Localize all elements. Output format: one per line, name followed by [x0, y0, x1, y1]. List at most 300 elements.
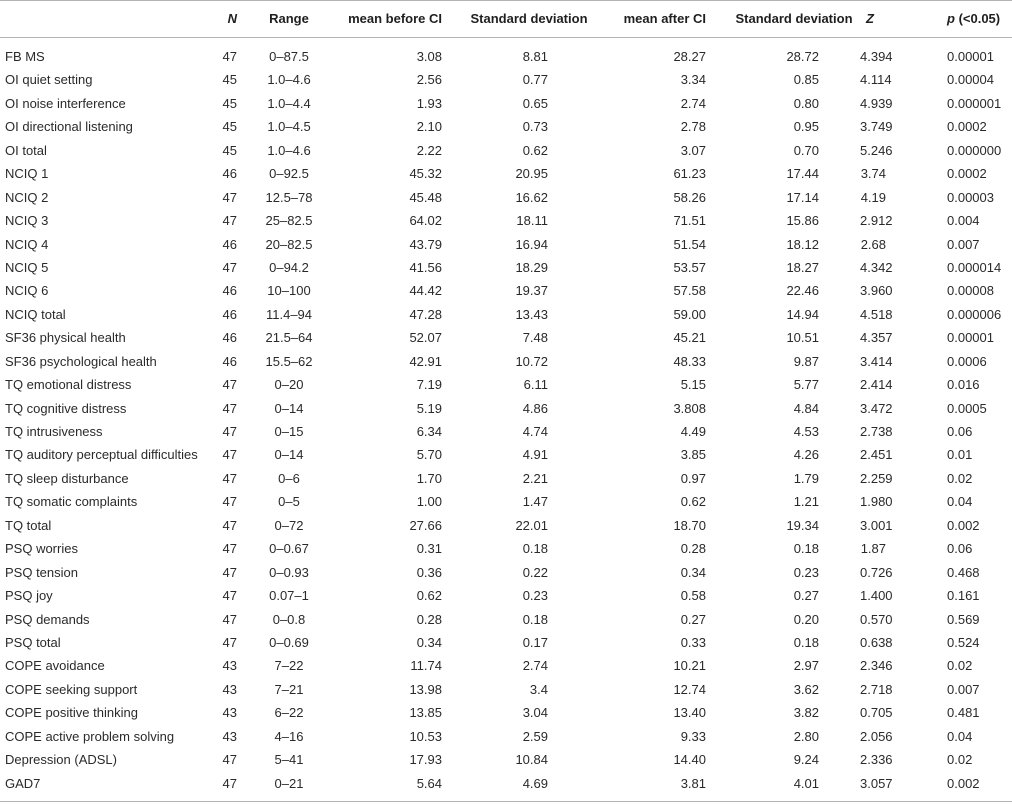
table-row [0, 514, 1012, 537]
mean-before-cell: 1.93 [416, 95, 442, 111]
z-cell: 2.68 [860, 236, 886, 252]
n-cell: 47 [222, 377, 237, 393]
table-row [0, 373, 1012, 396]
range-cell: 7–21 [274, 681, 304, 697]
p-cell: 0.00008 [947, 283, 994, 299]
range-cell: 0–21 [274, 775, 304, 791]
mean-before-cell: 13.98 [409, 681, 442, 697]
p-cell: 0.007 [947, 681, 980, 697]
n-cell: 43 [222, 658, 237, 674]
range-cell: 15.5–62 [265, 353, 313, 369]
sd-after-cell: 1.21 [793, 494, 819, 510]
table-row [0, 326, 1012, 349]
measure-cell: FB MS [5, 49, 45, 64]
sd-before-cell: 16.94 [515, 236, 548, 252]
z-cell: 4.518 [860, 306, 893, 322]
n-cell: 46 [222, 283, 237, 299]
sd-after-cell: 0.18 [793, 634, 819, 650]
table-row [0, 420, 1012, 443]
p-cell: 0.00001 [947, 49, 994, 64]
sd-before-cell: 19.37 [515, 283, 548, 299]
p-cell: 0.02 [947, 470, 973, 486]
p-cell: 0.00004 [947, 72, 994, 88]
sd-before-cell: 0.77 [522, 72, 548, 88]
mean-after-cell: 10.21 [673, 658, 706, 674]
mean-before-cell: 11.74 [410, 658, 442, 674]
sd-after-cell: 4.53 [793, 424, 819, 439]
header-z: Z [866, 11, 874, 26]
measure-cell: TQ cognitive distress [5, 400, 127, 416]
p-cell: 0.04 [947, 494, 973, 510]
range-cell: 1.0–4.6 [267, 142, 311, 158]
sd-after-cell: 19.34 [786, 517, 819, 533]
n-cell: 47 [222, 259, 237, 275]
sd-before-cell: 22.01 [515, 517, 548, 533]
z-cell: 0.726 [860, 564, 893, 580]
p-cell: 0.0005 [947, 400, 987, 416]
mean-after-cell: 2.74 [680, 95, 706, 111]
measure-cell: PSQ tension [5, 564, 78, 580]
mean-before-cell: 1.70 [416, 470, 442, 486]
n-cell: 47 [222, 564, 237, 580]
n-cell: 47 [222, 588, 237, 604]
header-sd-after: Standard deviation [735, 11, 853, 26]
sd-after-cell: 18.12 [786, 236, 819, 252]
range-cell: 4–16 [274, 728, 304, 744]
n-cell: 47 [222, 49, 237, 64]
sd-before-cell: 18.29 [515, 259, 548, 275]
sd-before-cell: 7.48 [522, 330, 548, 346]
n-cell: 46 [222, 236, 237, 252]
p-cell: 0.000014 [947, 259, 1002, 275]
mean-after-cell: 3.85 [680, 447, 706, 463]
measure-cell: SF36 psychological health [5, 353, 157, 369]
range-cell: 0–14 [274, 400, 304, 416]
sd-after-cell: 0.18 [793, 541, 819, 557]
sd-before-cell: 2.74 [522, 658, 548, 674]
range-cell: 0–15 [274, 424, 304, 439]
table-row [0, 701, 1012, 724]
range-cell: 1.0–4.6 [267, 72, 311, 88]
p-cell: 0.524 [947, 634, 980, 650]
range-cell: 25–82.5 [265, 213, 313, 229]
mean-after-cell: 0.33 [680, 634, 706, 650]
range-cell: 5–41 [274, 752, 304, 768]
p-cell: 0.016 [947, 377, 980, 393]
sd-after-cell: 3.82 [793, 705, 819, 721]
measure-cell: NCIQ 6 [5, 283, 49, 299]
mean-after-cell: 61.23 [673, 166, 706, 182]
range-cell: 0–0.67 [269, 541, 309, 557]
p-cell: 0.007 [947, 236, 980, 252]
sd-after-cell: 1.79 [793, 470, 819, 486]
range-cell: 11.4–94 [265, 306, 313, 322]
sd-before-cell: 13.43 [515, 306, 548, 322]
sd-after-cell: 2.97 [793, 658, 819, 674]
sd-before-cell: 4.69 [522, 775, 548, 791]
z-cell: 2.414 [860, 377, 893, 393]
range-cell: 1.0–4.4 [267, 95, 311, 111]
table-row [0, 608, 1012, 631]
table-row [0, 92, 1012, 115]
p-cell: 0.004 [947, 213, 980, 229]
range-cell: 0–72 [274, 517, 304, 533]
table-row [0, 631, 1012, 654]
table-row [0, 279, 1012, 302]
header-range: Range [269, 11, 309, 26]
z-cell: 4.357 [860, 330, 893, 346]
sd-before-cell: 0.18 [522, 611, 548, 627]
z-cell: 2.912 [860, 213, 893, 229]
range-cell: 0–5 [278, 494, 300, 510]
sd-before-cell: 2.21 [522, 470, 548, 486]
z-cell: 3.749 [860, 119, 893, 135]
measure-cell: GAD7 [5, 775, 41, 791]
mean-before-cell: 6.34 [416, 424, 442, 439]
sd-before-cell: 0.22 [522, 564, 548, 580]
measure-cell: SF36 physical health [5, 330, 126, 346]
mean-after-cell: 4.49 [680, 424, 706, 439]
p-cell: 0.000001 [947, 95, 1002, 111]
p-cell: 0.481 [947, 705, 980, 721]
measure-cell: PSQ demands [5, 611, 90, 627]
sd-before-cell: 0.23 [522, 588, 548, 604]
n-cell: 47 [222, 752, 237, 768]
measure-cell: NCIQ 5 [5, 259, 49, 275]
sd-after-cell: 17.44 [786, 166, 819, 182]
n-cell: 46 [222, 330, 237, 346]
mean-after-cell: 0.27 [680, 611, 706, 627]
z-cell: 4.19 [860, 189, 886, 205]
z-cell: 1.400 [860, 588, 893, 604]
mean-before-cell: 0.34 [416, 634, 442, 650]
table-row [0, 397, 1012, 420]
mean-before-cell: 27.66 [409, 517, 442, 533]
mean-before-cell: 64.02 [409, 213, 442, 229]
sd-before-cell: 10.84 [515, 752, 548, 768]
table-row [0, 162, 1012, 185]
z-cell: 3.74 [860, 166, 886, 182]
n-cell: 47 [222, 400, 237, 416]
z-cell: 4.114 [860, 72, 892, 88]
z-cell: 3.960 [860, 283, 893, 299]
n-cell: 46 [222, 306, 237, 322]
p-cell: 0.000000 [947, 142, 1002, 158]
z-cell: 4.342 [860, 259, 893, 275]
table-row [0, 772, 1012, 795]
mean-before-cell: 13.85 [409, 705, 442, 721]
z-cell: 5.246 [860, 142, 893, 158]
header-n: N [227, 11, 237, 26]
sd-after-cell: 2.80 [793, 728, 819, 744]
mean-before-cell: 44.42 [409, 283, 442, 299]
sd-after-cell: 28.72 [786, 49, 819, 64]
p-cell: 0.0002 [947, 166, 987, 182]
measure-cell: TQ auditory perceptual difficulties [5, 447, 198, 463]
z-cell: 4.939 [860, 95, 893, 111]
mean-after-cell: 48.33 [673, 353, 706, 369]
sd-before-cell: 16.62 [515, 189, 548, 205]
table-row [0, 678, 1012, 701]
sd-after-cell: 22.46 [786, 283, 819, 299]
sd-after-cell: 0.20 [793, 611, 819, 627]
sd-after-cell: 0.95 [793, 119, 819, 135]
sd-after-cell: 0.23 [793, 564, 819, 580]
z-cell: 2.056 [860, 728, 893, 744]
p-cell: 0.569 [947, 611, 980, 627]
header-measure [0, 1, 210, 37]
table-row [0, 45, 1012, 68]
measure-cell: PSQ joy [5, 588, 53, 604]
p-cell: 0.468 [947, 564, 980, 580]
p-cell: 0.06 [947, 541, 973, 557]
sd-before-cell: 4.74 [522, 424, 548, 439]
sd-before-cell: 1.47 [522, 494, 548, 510]
table-row [0, 256, 1012, 279]
table-row [0, 115, 1012, 138]
z-cell: 0.570 [860, 611, 893, 627]
sd-after-cell: 4.84 [793, 400, 819, 416]
measure-cell: NCIQ 1 [5, 166, 49, 182]
sd-before-cell: 4.91 [522, 447, 548, 463]
table-row [0, 303, 1012, 326]
n-cell: 47 [222, 775, 237, 791]
sd-after-cell: 4.01 [793, 775, 819, 791]
mean-before-cell: 1.00 [416, 494, 442, 510]
n-cell: 46 [222, 353, 237, 369]
p-cell: 0.00003 [947, 189, 994, 205]
measure-cell: TQ somatic complaints [5, 494, 138, 510]
sd-before-cell: 10.72 [515, 353, 548, 369]
n-cell: 43 [222, 681, 237, 697]
z-cell: 3.001 [860, 517, 893, 533]
mean-before-cell: 2.56 [416, 72, 442, 88]
p-cell: 0.01 [947, 447, 973, 463]
mean-before-cell: 2.22 [416, 142, 442, 158]
mean-after-cell: 45.21 [673, 330, 706, 346]
header-sd-before: Standard deviation [470, 11, 588, 26]
mean-after-cell: 28.27 [673, 49, 706, 64]
header-mean-before: mean before CI [348, 11, 442, 26]
table-row [0, 350, 1012, 373]
measure-cell: TQ sleep disturbance [5, 470, 129, 486]
p-cell: 0.06 [947, 424, 973, 439]
table-row [0, 68, 1012, 91]
p-cell: 0.02 [947, 752, 973, 768]
n-cell: 43 [222, 705, 237, 721]
sd-after-cell: 9.24 [793, 752, 819, 768]
range-cell: 12.5–78 [265, 189, 313, 205]
n-cell: 46 [222, 166, 237, 182]
mean-before-cell: 41.56 [409, 259, 442, 275]
n-cell: 47 [222, 494, 237, 510]
p-cell: 0.0006 [947, 353, 987, 369]
measure-cell: COPE positive thinking [5, 705, 138, 721]
mean-before-cell: 0.28 [416, 611, 442, 627]
measure-cell: NCIQ 4 [5, 236, 49, 252]
sd-after-cell: 17.14 [786, 189, 819, 205]
n-cell: 47 [222, 611, 237, 627]
mean-before-cell: 0.31 [416, 541, 442, 557]
mean-before-cell: 42.91 [409, 353, 442, 369]
mean-after-cell: 0.28 [680, 541, 706, 557]
mean-after-cell: 3.07 [680, 142, 706, 158]
z-cell: 2.259 [860, 470, 893, 486]
mean-before-cell: 5.19 [416, 400, 442, 416]
measure-cell: NCIQ 3 [5, 213, 49, 229]
sd-after-cell: 14.94 [786, 306, 819, 322]
range-cell: 0–0.8 [272, 611, 306, 627]
sd-before-cell: 2.59 [522, 728, 548, 744]
mean-after-cell: 3.34 [680, 72, 706, 88]
mean-after-cell: 51.54 [673, 236, 706, 252]
sd-after-cell: 18.27 [786, 259, 819, 275]
sd-before-cell: 0.62 [522, 142, 548, 158]
mean-after-cell: 12.74 [673, 681, 706, 697]
range-cell: 0–94.2 [269, 259, 309, 275]
sd-before-cell: 18.11 [516, 213, 548, 229]
n-cell: 47 [222, 470, 237, 486]
n-cell: 47 [222, 541, 237, 557]
z-cell: 2.336 [860, 752, 893, 768]
z-cell: 1.980 [860, 494, 893, 510]
range-cell: 7–22 [274, 658, 304, 674]
measure-cell: Depression (ADSL) [5, 752, 117, 768]
n-cell: 47 [222, 517, 237, 533]
z-cell: 3.472 [860, 400, 893, 416]
header-p-threshold: (<0.05) [954, 11, 1001, 26]
table-row [0, 584, 1012, 607]
z-cell: 2.738 [860, 424, 893, 439]
mean-before-cell: 3.08 [416, 49, 442, 64]
mean-before-cell: 0.62 [416, 588, 442, 604]
header-p-symbol: p [947, 11, 955, 26]
header-mean-after: mean after CI [623, 11, 706, 26]
mean-after-cell: 18.70 [673, 517, 706, 533]
z-cell: 0.705 [860, 705, 893, 721]
n-cell: 47 [222, 189, 237, 205]
mean-before-cell: 10.53 [409, 728, 442, 744]
p-cell: 0.000006 [947, 306, 1002, 322]
sd-after-cell: 0.70 [793, 142, 819, 158]
table-row [0, 654, 1012, 677]
table-row [0, 490, 1012, 513]
measure-cell: COPE active problem solving [5, 728, 175, 744]
mean-before-cell: 45.48 [409, 189, 442, 205]
measure-cell: TQ intrusiveness [5, 424, 103, 439]
mean-before-cell: 7.19 [416, 377, 442, 393]
mean-after-cell: 57.58 [673, 283, 706, 299]
n-cell: 43 [222, 728, 237, 744]
table-row [0, 561, 1012, 584]
table-row [0, 443, 1012, 466]
n-cell: 45 [222, 95, 237, 111]
mean-after-cell: 58.26 [673, 189, 706, 205]
z-cell: 2.451 [860, 447, 893, 463]
table-row [0, 725, 1012, 748]
table-row [0, 209, 1012, 232]
mean-before-cell: 17.93 [409, 752, 442, 768]
mean-before-cell: 47.28 [409, 306, 442, 322]
mean-before-cell: 5.64 [416, 775, 442, 791]
mean-after-cell: 14.40 [673, 752, 706, 768]
range-cell: 0.07–1 [269, 588, 309, 604]
n-cell: 47 [222, 447, 237, 463]
sd-before-cell: 0.73 [522, 119, 548, 135]
z-cell: 1.87 [860, 541, 886, 557]
z-cell: 2.718 [860, 681, 893, 697]
measure-cell: TQ total [5, 517, 52, 533]
table-row [0, 139, 1012, 162]
measure-cell: OI quiet setting [5, 72, 93, 88]
sd-before-cell: 20.95 [515, 166, 548, 182]
measure-cell: NCIQ 2 [5, 189, 49, 205]
table-row [0, 233, 1012, 256]
z-cell: 3.414 [860, 353, 893, 369]
header-p [930, 1, 1012, 37]
sd-after-cell: 5.77 [793, 377, 819, 393]
p-cell: 0.0002 [947, 119, 987, 135]
measure-cell: COPE avoidance [5, 658, 105, 674]
mean-before-cell: 43.79 [409, 236, 442, 252]
range-cell: 0–0.69 [269, 634, 309, 650]
z-cell: 2.346 [860, 658, 893, 674]
range-cell: 0–92.5 [269, 166, 309, 182]
mean-before-cell: 0.36 [416, 564, 442, 580]
z-cell: 0.638 [860, 634, 893, 650]
sd-before-cell: 0.18 [522, 541, 548, 557]
mean-after-cell: 71.51 [673, 213, 706, 229]
sd-before-cell: 4.86 [522, 400, 548, 416]
p-cell: 0.161 [947, 588, 980, 604]
mean-before-cell: 2.10 [416, 119, 442, 135]
table-row [0, 467, 1012, 490]
mean-after-cell: 0.58 [680, 588, 706, 604]
range-cell: 0–6 [278, 470, 300, 486]
measure-cell: NCIQ total [5, 306, 66, 322]
mean-after-cell: 59.00 [673, 306, 706, 322]
measure-cell: PSQ worries [5, 541, 78, 557]
measure-cell: TQ emotional distress [5, 377, 132, 393]
p-cell: 0.002 [947, 775, 980, 791]
sd-before-cell: 3.04 [522, 705, 548, 721]
p-cell: 0.00001 [947, 330, 994, 346]
n-cell: 45 [222, 72, 237, 88]
range-cell: 0–20 [274, 377, 304, 393]
sd-after-cell: 0.27 [793, 588, 819, 604]
sd-after-cell: 10.51 [786, 330, 819, 346]
mean-after-cell: 0.62 [680, 494, 706, 510]
sd-before-cell: 3.4 [529, 681, 548, 697]
mean-before-cell: 52.07 [409, 330, 442, 346]
measure-cell: OI total [5, 142, 47, 158]
range-cell: 0–87.5 [269, 49, 309, 64]
table-body [0, 38, 1012, 802]
measure-cell: OI directional listening [5, 119, 133, 135]
z-cell: 4.394 [860, 49, 893, 64]
range-cell: 20–82.5 [265, 236, 313, 252]
mean-after-cell: 3.808 [673, 400, 706, 416]
n-cell: 45 [222, 142, 237, 158]
table-header-row [0, 0, 1012, 38]
sd-before-cell: 0.65 [522, 95, 548, 111]
mean-before-cell: 5.70 [416, 447, 442, 463]
range-cell: 10–100 [267, 283, 311, 299]
range-cell: 21.5–64 [265, 330, 313, 346]
mean-after-cell: 13.40 [673, 705, 706, 721]
sd-after-cell: 0.80 [793, 95, 819, 111]
mean-after-cell: 2.78 [680, 119, 706, 135]
